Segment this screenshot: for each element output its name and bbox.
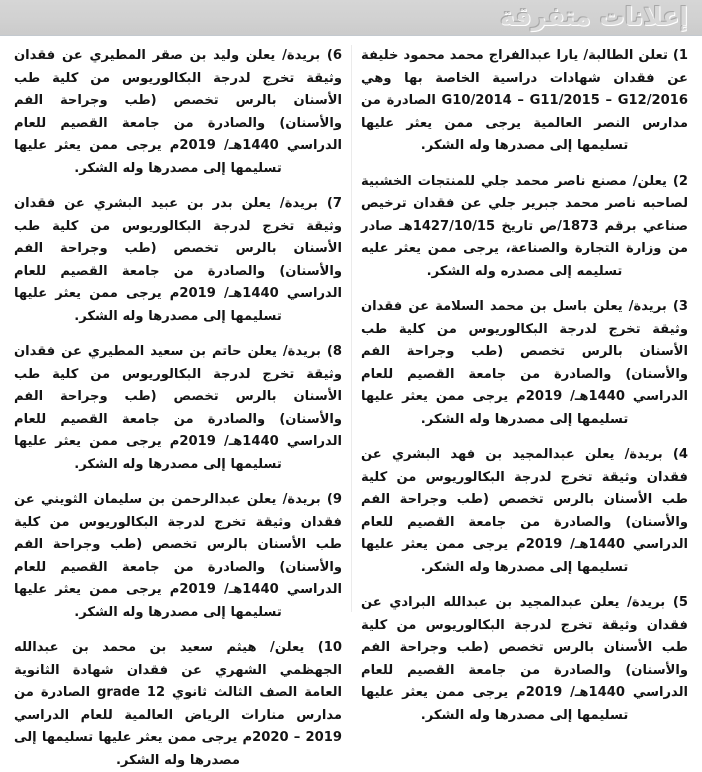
section-title: إعلانات متفرقة: [500, 2, 688, 31]
ad-item: 3) بريدة/ يعلن باسل بن محمد السلامة عن فقدان وثيقة تخرج لدرجة البكالوريوس من كلية طب الأسنان بالرس تخصص (طب وجراحة الفم والأسنان) والصادرة من جامعة القصيم للعام الدراسي 1440هـ/ 2019م يرجى ممن يعثر عليها تسليمها إلى مصدرها وله الشكر.: [361, 299, 688, 427]
ad-item: 6) بريدة/ يعلن وليد بن صقر المطيري عن فقدان وثيقة تخرج لدرجة البكالوريوس من كلية طب الأسنان بالرس تخصص (طب وجراحة الفم والأسنان) والصادرة من جامعة القصيم للعام الدراسي 1440هـ/ 2019م يرجى ممن يعثر عليها تسليمها إلى مصدرها وله الشكر.: [14, 48, 342, 176]
ad-item: 9) بريدة/ يعلن عبدالرحمن بن سليمان الثويني عن فقدان وثيقة تخرج لدرجة البكالوريوس من كلية طب الأسنان بالرس تخصص (طب وجراحة الفم والأسنان) والصادرة من جامعة القصيم للعام الدراسي 1440هـ/ 2019م يرجى ممن يعثر عليها تسليمها إلى مصدرها وله الشكر.: [14, 492, 342, 620]
ad-item: 10) يعلن/ هيثم سعيد بن محمد بن عبدالله الجهظمي الشهري عن فقدان شهادة الثانوية العامة الصف الثالث ثانوي grade 12 الصادرة من مدارس منارات الرياض العالمية للعام الدراسي 2019 – 2020م يرجى ممن يعثر عليها تسليمها إلى مصدرها وله الشكر.: [14, 640, 342, 768]
ads-column-left: [8, 45, 351, 768]
ad-item: 5) بريدة/ يعلن عبدالمجيد بن عبدالله البرادي عن فقدان وثيقة تخرج لدرجة البكالوريوس من كلية طب الأسنان بالرس تخصص (طب وجراحة الفم والأسنان) والصادرة من جامعة القصيم للعام الدراسي 1440هـ/ 2019م يرجى ممن يعثر عليها تسليمها إلى مصدرها وله الشكر.: [361, 595, 688, 723]
ad-item: 2) يعلن/ مصنع ناصر محمد جلي للمنتجات الخشبية لصاحبه ناصر محمد جبرير جلي عن فقدان ترخيص صناعي برقم 1873/ص تاريخ 1427/10/15هـ صادر من وزارة التجارة والصناعة، يرجى ممن يعثر عليه تسليمه إلى مصدره وله الشكر.: [361, 173, 688, 279]
ad-item: 1) تعلن الطالبة/ يارا عبدالفراج محمد محمود خليفة عن فقدان شهادات دراسية الخاصة بها وهي G10/2014 – G11/2015 – G12/2016 الصادرة من مدارس النصر العالمية يرجى ممن يعثر عليها تسليمها إلى مصدرها وله الشكر.: [361, 48, 688, 154]
ad-item: 8) بريدة/ يعلن حاتم بن سعيد المطيري عن فقدان وثيقة تخرج لدرجة البكالوريوس من كلية طب الأسنان بالرس تخصص (طب وجراحة الفم والأسنان) والصادرة من جامعة القصيم للعام الدراسي 1440هـ/ 2019م يرجى ممن يعثر عليها تسليمها إلى مصدرها وله الشكر.: [14, 344, 342, 472]
ad-item: 7) بريدة/ يعلن بدر بن عبيد البشري عن فقدان وثيقة تخرج لدرجة البكالوريوس من كلية طب الأسنان بالرس تخصص (طب وجراحة الفم والأسنان) والصادرة من جامعة القصيم للعام الدراسي 1440هـ/ 2019م يرجى ممن يعثر عليها تسليمها إلى مصدرها وله الشكر.: [14, 196, 342, 324]
ads-column-right: [351, 45, 694, 723]
section-header-band: [0, 0, 702, 36]
ad-item: 4) بريدة/ يعلن عبدالمجيد بن فهد البشري عن فقدان وثيقة تخرج لدرجة البكالوريوس من كلية طب الأسنان بالرس تخصص (طب وجراحة الفم والأسنان) والصادرة من جامعة القصيم للعام الدراسي 1440هـ/ 2019م يرجى ممن يعثر عليها تسليمها إلى مصدرها وله الشكر.: [361, 447, 688, 575]
ads-columns-container: [0, 36, 702, 768]
